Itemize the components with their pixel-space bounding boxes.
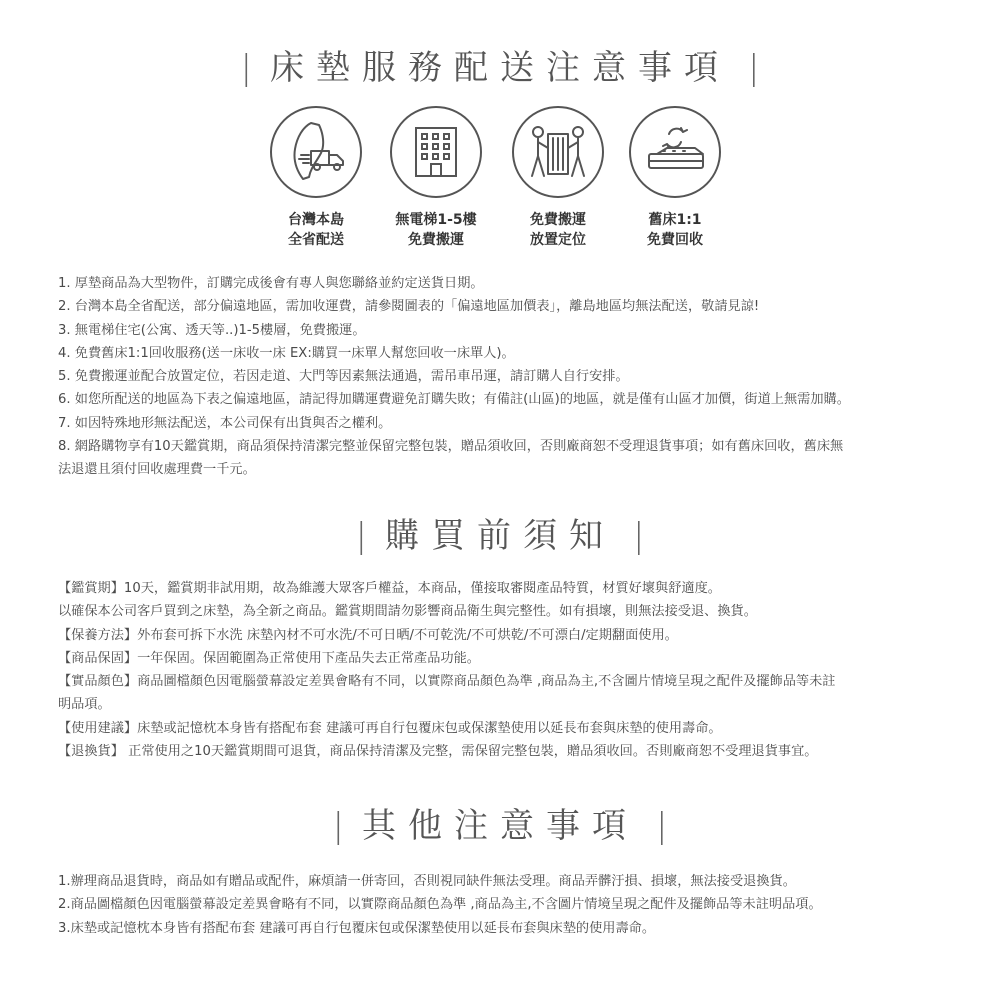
section-title-delivery bbox=[0, 40, 1000, 89]
title-bar-left: | bbox=[332, 806, 344, 846]
list-item: 2.商品圖檔顏色因電腦螢幕設定差異會略有不同，以實際商品顏色為準 ,商品為主,不含圖片情境呈現之配件及擺飾品等未註明品項。 bbox=[58, 897, 822, 913]
title-bar-right: | bbox=[748, 48, 760, 88]
mattress-recycle-icon bbox=[629, 106, 721, 198]
title-bar-left: | bbox=[355, 516, 367, 556]
list-item: 3.床墊或記憶枕本身皆有搭配布套 建議可再自行包覆床包或保潔墊使用以延長布套與床墊的使用壽命。 bbox=[58, 920, 656, 936]
icon-label-line1: 舊床1:1 bbox=[648, 212, 702, 228]
service-item-placement bbox=[503, 106, 613, 250]
list-item: 【退換貨】 正常使用之10天鑑賞期間可退貨，商品保持清潔及完整，需保留完整包裝，贈品須收回。否則廠商恕不受理退貨事宜。 bbox=[58, 744, 818, 760]
icon-label-line1: 台灣本島 bbox=[288, 212, 344, 228]
list-item: 【保養方法】外布套可拆下水洗 床墊內材不可水洗/不可日晒/不可乾洗/不可烘乾/不可漂白/定期翻面使用。 bbox=[58, 627, 678, 643]
icon-label-line2: 放置定位 bbox=[530, 232, 586, 248]
service-item-island-delivery bbox=[261, 106, 371, 250]
list-item: 以確保本公司客戶買到之床墊，為全新之商品。鑑賞期間請勿影響商品衛生與完整性。如有損壞，則無法接受退、換貨。 bbox=[58, 604, 757, 620]
icon-label-line2: 免費搬運 bbox=[408, 232, 464, 248]
movers-icon bbox=[512, 106, 604, 198]
taiwan-truck-icon bbox=[270, 106, 362, 198]
icon-label-line2: 免費回收 bbox=[647, 232, 703, 248]
list-item: 7. 如因特殊地形無法配送，本公司保有出貨與否之權利。 bbox=[58, 415, 392, 431]
before-purchase-notes-list bbox=[58, 577, 958, 763]
list-item: 1.辦理商品退貨時，商品如有贈品或配件，麻煩請一併寄回，否則視同缺件無法受理。商品弄髒汙損、損壞，無法接受退換貨。 bbox=[58, 874, 796, 889]
list-item: 5. 免費搬運並配合放置定位，若因走道、大門等因素無法通過，需吊車吊運，請訂購人自行安排。 bbox=[58, 369, 629, 385]
icon-label-line1: 免費搬運 bbox=[530, 212, 586, 228]
list-item: 【使用建議】床墊或記憶枕本身皆有搭配布套 建議可再自行包覆床包或保潔墊使用以延長布套與床墊的使用壽命。 bbox=[58, 720, 722, 736]
title-bar-right: | bbox=[656, 806, 668, 846]
list-item: 2. 台灣本島全省配送，部分偏遠地區，需加收運費，請參閱圖表的「偏遠地區加價表」，離島地區均無法配送，敬請見諒! bbox=[58, 299, 760, 315]
delivery-title-text: 床墊服務配送注意事項 bbox=[270, 48, 730, 88]
delivery-notes-list bbox=[58, 272, 958, 482]
service-label-stairs bbox=[381, 210, 491, 250]
other-title-text: 其他注意事項 bbox=[362, 806, 638, 846]
building-icon bbox=[390, 106, 482, 198]
service-item-stairs bbox=[381, 106, 491, 250]
list-item: 6. 如您所配送的地區為下表之偏遠地區，請記得加購運費避免訂購失敗；有備註(山區)的地區，就是僅有山區才加價，街道上無需加購。 bbox=[58, 392, 850, 408]
icon-label-line1: 無電梯1-5樓 bbox=[395, 212, 477, 228]
list-item: 4. 免費舊床1:1回收服務(送一床收一床 EX:購買一床單人幫您回收一床單人)。 bbox=[58, 345, 515, 361]
service-label-recycle bbox=[620, 210, 730, 250]
section-title-before-purchase bbox=[0, 508, 1000, 557]
list-item: 3. 無電梯住宅(公寓、透天等..)1-5樓層，免費搬運。 bbox=[58, 322, 366, 338]
list-item: 法退還且須付回收處理費一千元。 bbox=[58, 462, 256, 478]
list-item: 【鑑賞期】10天，鑑賞期非試用期，故為維護大眾客戶權益，本商品，僅接取審閱產品特質，材質好壞與舒適度。 bbox=[58, 581, 721, 596]
list-item: 明品項。 bbox=[58, 697, 111, 713]
section-title-other bbox=[0, 798, 1000, 847]
list-item: 【商品保固】一年保固。保固範圍為正常使用下產品失去正常產品功能。 bbox=[58, 650, 480, 666]
icon-label-line2: 全省配送 bbox=[288, 232, 344, 248]
list-item: 【實品顏色】商品圖檔顏色因電腦螢幕設定差異會略有不同，以實際商品顏色為準 ,商品為主,不含圖片情境呈現之配件及擺飾品等未註 bbox=[58, 674, 836, 690]
title-bar-left: | bbox=[240, 48, 252, 88]
before-purchase-title-text: 購買前須知 bbox=[385, 516, 615, 556]
service-label-placement bbox=[503, 210, 613, 250]
list-item: 1. 厚墊商品為大型物件，訂購完成後會有專人與您聯絡並約定送貨日期。 bbox=[58, 276, 484, 291]
list-item: 8. 網路購物享有10天鑑賞期，商品須保持清潔完整並保留完整包裝，贈品須收回，否則廠商恕不受理退貨事項；如有舊床回收，舊床無 bbox=[58, 439, 844, 455]
service-label-island-delivery bbox=[261, 210, 371, 250]
title-bar-right: | bbox=[633, 516, 645, 556]
other-notes-list bbox=[58, 870, 958, 940]
service-item-recycle bbox=[620, 106, 730, 250]
service-icons-row bbox=[0, 106, 1000, 256]
